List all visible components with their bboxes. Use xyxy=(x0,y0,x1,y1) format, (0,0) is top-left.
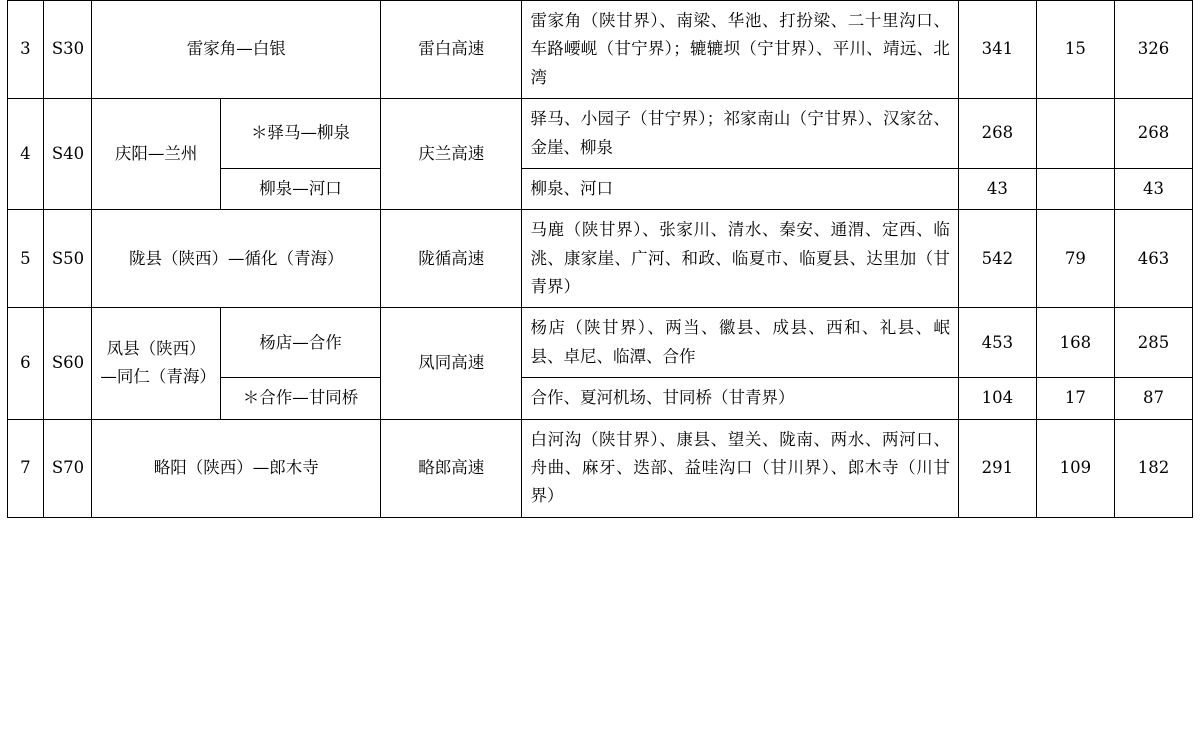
cell-control-points: 马鹿（陕甘界）、张家川、清水、秦安、通渭、定西、临洮、康家崖、广河、和政、临夏市、临夏县、达里加（甘青界） xyxy=(522,210,958,308)
cell-mileage-b: 182 xyxy=(1114,419,1192,517)
cell-row-number: 5 xyxy=(8,210,44,308)
cell-route-name: 陇县（陕西）—循化（青海） xyxy=(92,210,381,308)
cell-route-name: 略阳（陕西）—郎木寺 xyxy=(92,419,381,517)
cell-mileage-total: 341 xyxy=(958,1,1036,99)
cell-route-name: 庆阳—兰州 xyxy=(92,99,221,210)
cell-mileage-b: 43 xyxy=(1114,168,1192,209)
cell-mileage-total: 43 xyxy=(958,168,1036,209)
table-row xyxy=(8,1,1193,99)
cell-mileage-a: 168 xyxy=(1036,308,1114,378)
cell-mileage-a: 17 xyxy=(1036,378,1114,419)
cell-mileage-total: 291 xyxy=(958,419,1036,517)
cell-mileage-a xyxy=(1036,99,1114,169)
table-row xyxy=(8,99,1193,169)
cell-route-short-name: 庆兰高速 xyxy=(381,99,522,210)
cell-mileage-total: 104 xyxy=(958,378,1036,419)
cell-segment-name: ＊驿马—柳泉 xyxy=(220,99,380,169)
cell-route-short-name: 凤同高速 xyxy=(381,308,522,419)
table-row xyxy=(8,419,1193,517)
table-row xyxy=(8,210,1193,308)
cell-row-number: 3 xyxy=(8,1,44,99)
cell-control-points: 白河沟（陕甘界）、康县、望关、陇南、两水、两河口、舟曲、麻牙、迭部、益哇沟口（甘川界）、郎木寺（川甘界） xyxy=(522,419,958,517)
cell-segment-name: ＊合作—甘同桥 xyxy=(220,378,380,419)
cell-mileage-total: 268 xyxy=(958,99,1036,169)
cell-control-points: 雷家角（陕甘界）、南梁、华池、打扮梁、二十里沟口、车路崾岘（甘宁界）；辘辘坝（宁甘界）、平川、靖远、北湾 xyxy=(522,1,958,99)
cell-row-number: 4 xyxy=(8,99,44,210)
cell-control-points: 柳泉、河口 xyxy=(522,168,958,209)
cell-route-code: S30 xyxy=(43,1,91,99)
cell-mileage-total: 542 xyxy=(958,210,1036,308)
cell-route-short-name: 略郎高速 xyxy=(381,419,522,517)
cell-route-code: S50 xyxy=(43,210,91,308)
cell-control-points: 驿马、小园子（甘宁界）；祁家南山（宁甘界）、汉家岔、金崖、柳泉 xyxy=(522,99,958,169)
cell-row-number: 6 xyxy=(8,308,44,419)
table-row xyxy=(8,308,1193,378)
cell-control-points: 合作、夏河机场、甘同桥（甘青界） xyxy=(522,378,958,419)
cell-mileage-a xyxy=(1036,168,1114,209)
cell-route-code: S60 xyxy=(43,308,91,419)
cell-route-name: 凤县（陕西）—同仁（青海） xyxy=(92,308,221,419)
cell-mileage-b: 268 xyxy=(1114,99,1192,169)
cell-control-points: 杨店（陕甘界）、两当、徽县、成县、西和、礼县、岷县、卓尼、临潭、合作 xyxy=(522,308,958,378)
cell-mileage-b: 463 xyxy=(1114,210,1192,308)
cell-mileage-b: 285 xyxy=(1114,308,1192,378)
cell-route-code: S70 xyxy=(43,419,91,517)
cell-mileage-b: 326 xyxy=(1114,1,1192,99)
cell-mileage-a: 15 xyxy=(1036,1,1114,99)
cell-segment-name: 杨店—合作 xyxy=(220,308,380,378)
cell-mileage-a: 109 xyxy=(1036,419,1114,517)
cell-mileage-total: 453 xyxy=(958,308,1036,378)
cell-mileage-a: 79 xyxy=(1036,210,1114,308)
cell-route-name: 雷家角—白银 xyxy=(92,1,381,99)
cell-row-number: 7 xyxy=(8,419,44,517)
cell-route-short-name: 陇循高速 xyxy=(381,210,522,308)
highway-route-table xyxy=(7,0,1193,518)
cell-mileage-b: 87 xyxy=(1114,378,1192,419)
cell-route-short-name: 雷白高速 xyxy=(381,1,522,99)
cell-route-code: S40 xyxy=(43,99,91,210)
cell-segment-name: 柳泉—河口 xyxy=(220,168,380,209)
